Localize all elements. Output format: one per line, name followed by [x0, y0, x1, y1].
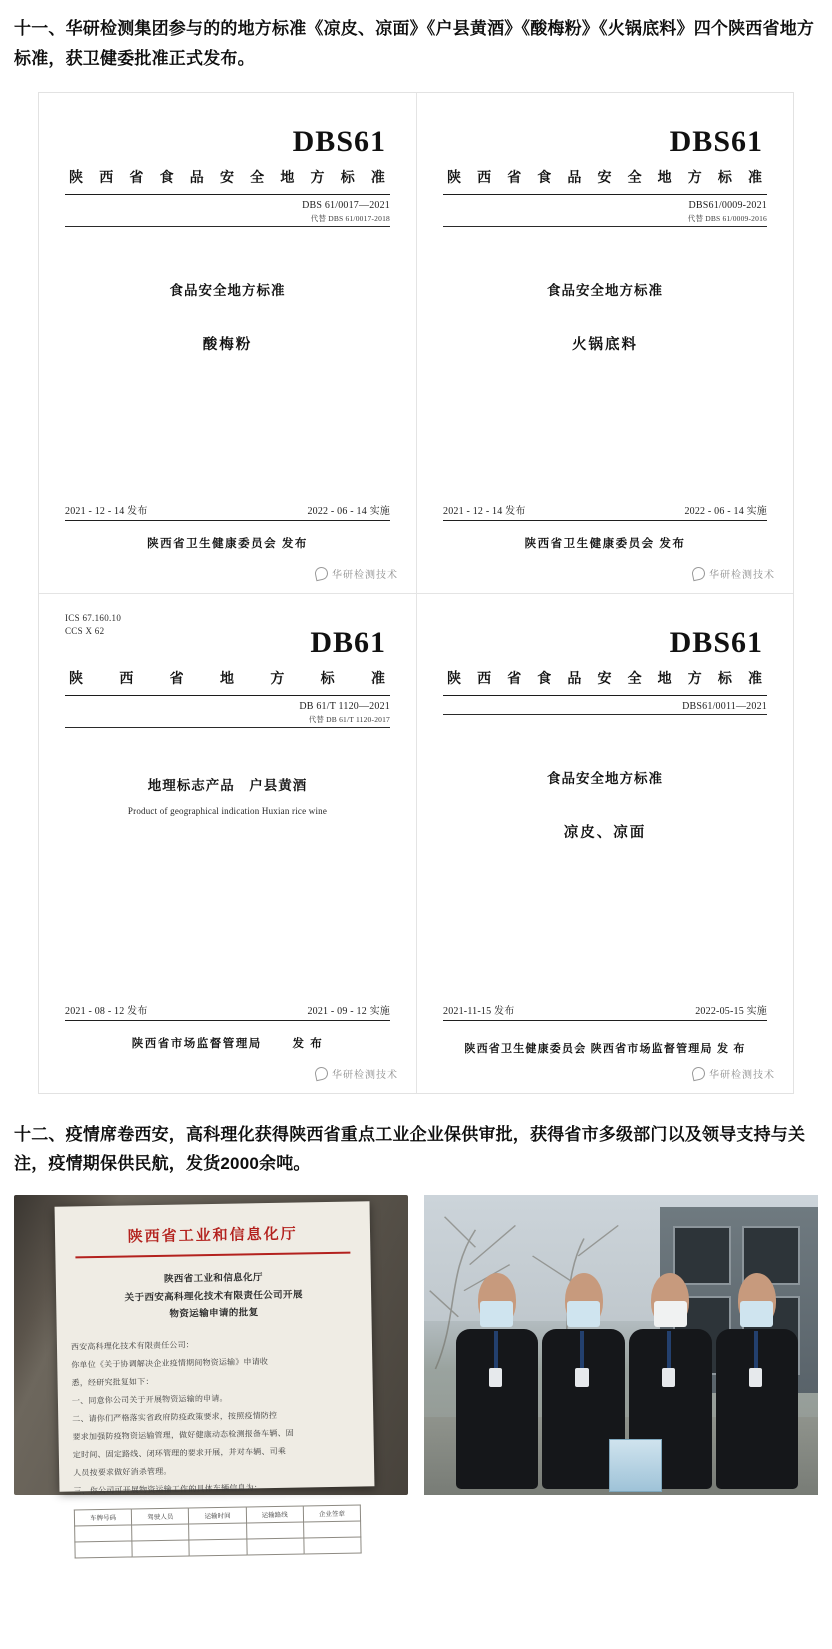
divider	[443, 194, 767, 195]
hchar: 方	[687, 671, 703, 687]
leaf-icon	[691, 1065, 706, 1080]
document-subtitle-line: 关于西安高科理化技术有限责任公司开展	[124, 1289, 304, 1304]
watermark-label: 华研检测技术	[709, 1069, 775, 1081]
standard-title-block	[443, 279, 767, 354]
divider	[65, 520, 390, 521]
standards-covers-grid	[38, 92, 794, 1094]
watermark	[692, 566, 775, 581]
approval-document-paper	[55, 1201, 375, 1522]
standard-cover-huoguodiliao	[416, 93, 793, 593]
standard-title-line1: 地理标志产品 户县黄酒	[147, 777, 308, 793]
photo-row	[0, 1189, 832, 1522]
divider	[443, 1020, 767, 1021]
ccs-code: CCS X 62	[65, 625, 105, 636]
id-badge	[489, 1368, 502, 1387]
divider	[443, 520, 767, 521]
table-cell	[189, 1523, 247, 1540]
hchar: 准	[370, 671, 386, 687]
water-bottle-pack	[609, 1439, 662, 1492]
divider	[65, 194, 390, 195]
standard-number	[65, 701, 390, 725]
release-date: 2021-11-15 发布	[443, 1005, 515, 1017]
document-subtitle	[70, 1268, 358, 1326]
hchar: 地	[657, 671, 673, 687]
document-body	[71, 1334, 361, 1499]
hchar: 准	[747, 671, 763, 687]
document-subtitle-line: 陕西省工业和信息化厅	[164, 1272, 264, 1285]
hchar: 品	[567, 671, 583, 687]
standard-code: DB61	[310, 625, 386, 659]
hchar: 方	[687, 170, 703, 186]
table-header-cell: 企业签章	[304, 1505, 362, 1522]
hchar: 地	[657, 170, 673, 186]
hchar: 食	[537, 671, 553, 687]
hchar: 标	[717, 671, 733, 687]
hchar: 省	[169, 671, 185, 687]
watermark	[692, 1066, 775, 1081]
document-body-line: 一、同意你公司关于开展物资运输的申请。	[72, 1393, 229, 1406]
standard-dates	[65, 1002, 390, 1017]
hchar: 标	[320, 671, 336, 687]
standard-title-line2: 酸梅粉	[202, 336, 253, 353]
hchar: 方	[310, 170, 326, 186]
table-cell	[75, 1525, 133, 1542]
lanyard	[494, 1331, 498, 1370]
divider	[65, 727, 390, 728]
hchar: 西	[119, 671, 135, 687]
lanyard	[754, 1331, 758, 1370]
document-body-line: 二、请你们严格落实省政府防疫政策要求，按照疫情防控	[72, 1410, 278, 1424]
hchar: 全	[627, 671, 643, 687]
table-header-cell: 驾驶人员	[132, 1508, 190, 1525]
standard-cover-suanmeifen	[39, 93, 416, 593]
table-cell	[247, 1538, 305, 1555]
hchar: 地	[280, 170, 296, 186]
hchar: 全	[250, 170, 266, 186]
effective-date: 2022 - 06 - 14 实施	[684, 505, 767, 517]
hchar: 安	[597, 170, 613, 186]
hchar: 陕	[69, 671, 84, 687]
effective-date: 2022-05-15 实施	[695, 1005, 767, 1017]
effective-date: 2022 - 06 - 14 实施	[307, 505, 390, 517]
ics-code: ICS 67.160.10	[65, 612, 122, 623]
watermark	[315, 566, 398, 581]
id-badge	[575, 1368, 588, 1387]
issuer-name-2	[591, 1043, 746, 1055]
table-header-cell: 运输路线	[246, 1506, 304, 1523]
hchar: 食	[159, 170, 175, 186]
person-1	[456, 1273, 539, 1489]
staff-group-photo	[424, 1195, 818, 1495]
document-body-line: 西安高科理化技术有限责任公司：	[71, 1340, 195, 1352]
divider	[76, 1252, 351, 1259]
document-body-line: 定时间、固定路线、闭环管理的要求开展，并对车辆、司乘	[73, 1446, 287, 1460]
release-date: 2021 - 08 - 12 发布	[65, 1005, 148, 1017]
standard-header-chars	[443, 165, 767, 191]
standard-header-chars	[65, 666, 390, 692]
standard-dates	[65, 502, 390, 517]
standard-title-block	[65, 279, 390, 354]
standard-code: DBS61	[669, 124, 763, 158]
table-cell	[132, 1540, 190, 1557]
hchar: 品	[567, 170, 583, 186]
person-4	[716, 1273, 799, 1489]
face-mask-icon	[480, 1301, 513, 1327]
standard-title-english: Product of geographical indication Huxian rice wine	[127, 805, 328, 816]
standard-number-sub: 代替 DBS 61/0009-2016	[687, 213, 767, 223]
standard-number	[443, 200, 767, 224]
hchar: 地	[219, 671, 235, 687]
lanyard	[667, 1331, 671, 1370]
watermark-label: 华研检测技术	[709, 569, 775, 581]
document-body-line: 人员按要求做好消杀管理。	[73, 1466, 172, 1478]
hchar: 省	[129, 170, 145, 186]
standard-number	[65, 200, 390, 224]
id-badge	[749, 1368, 762, 1387]
standards-covers-wrap	[0, 74, 832, 1104]
table-cell	[190, 1539, 248, 1556]
standard-title-line1: 食品安全地方标准	[169, 282, 286, 298]
document-body-line: 你单位《关于协调解决企业疫情期间物资运输》申请收	[71, 1356, 269, 1370]
standard-issuer: 陕西省卫生健康委员会 发布	[147, 537, 308, 550]
document-body-line: 三、你公司可开展物资运输工作的具体车辆信息为：	[73, 1482, 263, 1496]
hchar: 西	[477, 671, 493, 687]
standard-code: DBS61	[292, 124, 386, 158]
standard-number-sub: 代替 DB 61/T 1120-2017	[308, 714, 390, 724]
document-body-line: 要求加强防疫物资运输管理，做好健康动态检测报备车辆、固	[72, 1428, 295, 1442]
hchar: 陕	[447, 170, 462, 186]
hchar: 准	[370, 170, 386, 186]
hchar: 品	[189, 170, 205, 186]
standard-title-block	[65, 774, 390, 816]
hchar: 西	[99, 170, 115, 186]
document-body-line: 悉，经研究批复如下：	[71, 1376, 155, 1388]
hchar: 省	[507, 170, 523, 186]
table-cell	[75, 1541, 133, 1558]
vehicle-info-table	[74, 1504, 362, 1558]
standard-issuer	[65, 1035, 390, 1051]
divider	[65, 1020, 390, 1021]
standard-number-text: DBS61/0009-2021	[688, 199, 767, 211]
issuer-name-2-text: 陕西省市场监督管理局	[590, 1042, 713, 1055]
table-header-cell: 运输时间	[189, 1507, 247, 1524]
approval-document-photo	[14, 1195, 408, 1522]
document-header: 陕西省工业和信息化厅	[127, 1225, 299, 1246]
hchar: 陕	[447, 671, 462, 687]
id-badge	[662, 1368, 675, 1387]
hchar: 准	[747, 170, 763, 186]
release-date: 2021 - 12 - 14 发布	[65, 505, 148, 517]
standard-title-block	[443, 767, 767, 842]
hchar: 陕	[69, 170, 84, 186]
hchar: 标	[340, 170, 356, 186]
standard-number-sub: 代替 DBS 61/0017-2018	[310, 213, 390, 223]
standard-title-line2: 凉皮、凉面	[563, 824, 647, 841]
table-cell	[132, 1524, 190, 1541]
watermark	[315, 1066, 398, 1081]
hchar: 安	[219, 170, 235, 186]
document-subtitle-line: 物资运输申请的批复	[169, 1307, 259, 1320]
leaf-icon	[314, 565, 329, 580]
divider	[443, 714, 767, 715]
standard-dates	[443, 1002, 767, 1017]
paragraph-item-twelve: 十二、疫情席卷西安，高科理化获得陕西省重点工业企业保供审批，获得省市多级部门以及领导支持与关注，疫情期保供民航，发货2000余吨。	[14, 1124, 806, 1174]
standard-number	[443, 701, 767, 712]
leaf-icon	[691, 565, 706, 580]
hchar: 省	[507, 671, 523, 687]
paragraph-item-eleven: 十一、华研检测集团参与的的地方标准《凉皮、凉面》《户县黄酒》《酸梅粉》《火锅底料》四个陕西省地方标准，获卫健委批准正式发布。	[14, 19, 815, 68]
hchar: 全	[627, 170, 643, 186]
face-mask-icon	[567, 1301, 600, 1327]
standard-title-line2: 火锅底料	[572, 336, 638, 353]
face-mask-icon	[654, 1301, 687, 1327]
issuer-name: 陕西省市场监督管理局	[131, 1037, 262, 1050]
standard-number-text: DB 61/T 1120—2021	[299, 700, 390, 712]
leaf-icon	[314, 1065, 329, 1080]
publish-word: 发 布	[292, 1037, 324, 1050]
standard-issuer: 陕西省卫生健康委员会 发布	[524, 537, 686, 550]
publish-word: 发 布	[716, 1042, 746, 1055]
hchar: 安	[597, 671, 613, 687]
standard-ics-block	[65, 612, 121, 638]
standard-title-line1: 食品安全地方标准	[547, 282, 663, 298]
effective-date: 2021 - 09 - 12 实施	[307, 1005, 390, 1017]
release-date: 2021 - 12 - 14 发布	[443, 505, 526, 517]
watermark-label: 华研检测技术	[332, 1069, 398, 1081]
standard-title-line1: 食品安全地方标准	[547, 770, 663, 786]
table-cell	[304, 1537, 362, 1554]
standard-cover-huxian-huangjiu	[39, 593, 416, 1093]
standard-number-text: DBS61/0011—2021	[682, 700, 767, 712]
standard-header-chars	[443, 666, 767, 692]
hchar: 方	[270, 671, 286, 687]
standard-dates	[443, 502, 767, 517]
table-cell	[247, 1522, 305, 1539]
lanyard	[580, 1331, 584, 1370]
hchar: 食	[537, 170, 553, 186]
divider	[65, 226, 390, 227]
face-mask-icon	[740, 1301, 773, 1327]
divider	[65, 695, 390, 696]
watermark-label: 华研检测技术	[332, 569, 398, 581]
standard-cover-liangpi-liangmian	[416, 593, 793, 1093]
hchar: 标	[717, 170, 733, 186]
table-cell	[304, 1521, 362, 1538]
hchar: 西	[477, 170, 493, 186]
table-header-cell: 车牌号码	[75, 1509, 133, 1526]
standard-number-text: DBS 61/0017—2021	[302, 199, 390, 211]
standard-issuer	[443, 1041, 767, 1059]
divider	[443, 695, 767, 696]
divider	[443, 226, 767, 227]
standard-header-chars	[65, 165, 390, 191]
standard-code: DBS61	[669, 625, 763, 659]
issuer-name-1: 陕西省卫生健康委员会	[464, 1042, 587, 1055]
